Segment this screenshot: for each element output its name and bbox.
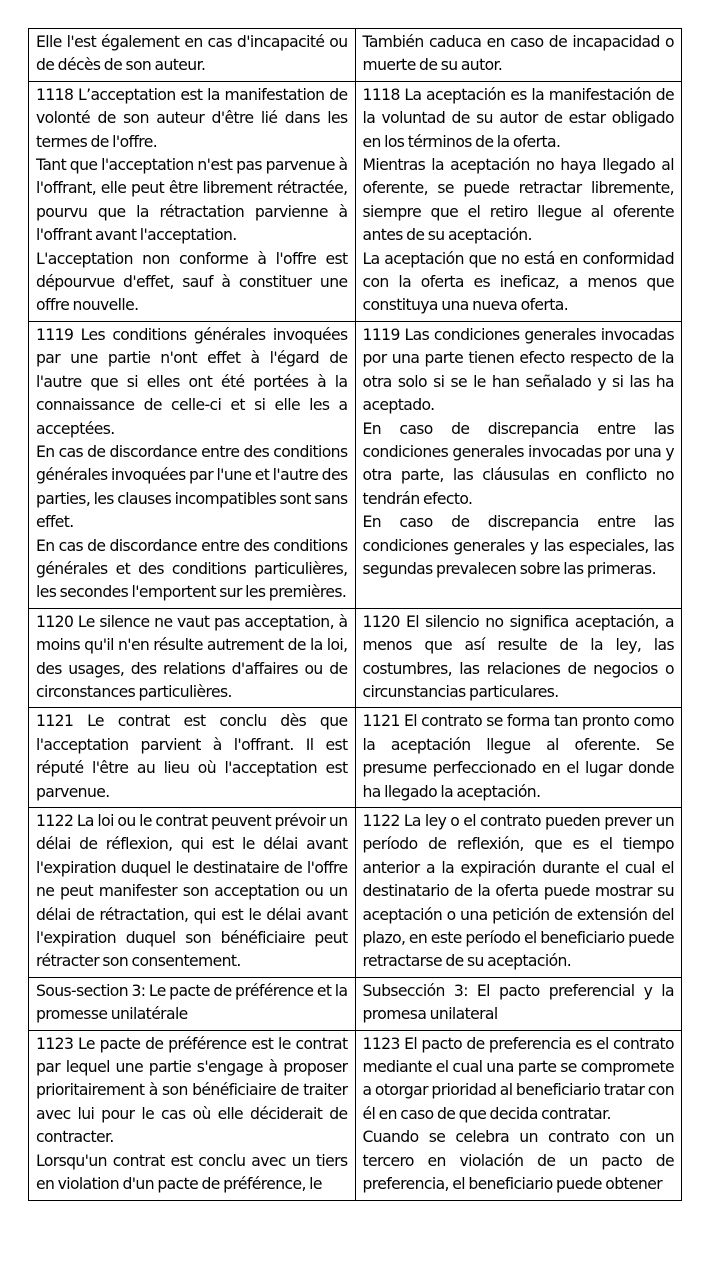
french-paragraph: En cas de discordance entre des conditions générales et des conditions particulières, les secondes l'emportent sur les premières.	[36, 536, 348, 602]
french-cell	[29, 708, 356, 808]
spanish-paragraph: 1122 La ley o el contrato pueden prever un período de reflexión, que es el tiempo anterior a la expiración durante el cual el destinatario de la oferta puede mostrar su aceptación o una petición de extensión del plazo, en este período el beneficiario puede retractarse de su aceptación.	[362, 812, 674, 971]
spanish-paragraph: 1118 La aceptación es la manifestación de la voluntad de su autor de estar obligado en los términos de la oferta.	[362, 85, 674, 151]
spanish-paragraph: 1119 Las condiciones generales invocadas por una parte tienen efecto respecto de la otra solo si se le han señalado y si las ha aceptado.	[362, 325, 674, 415]
spanish-paragraph: En caso de discrepancia entre las condiciones generales invocadas por una y otra parte, las cláusulas en conflicto no tendrán efecto.	[362, 419, 674, 508]
french-cell	[29, 81, 356, 321]
spanish-cell	[355, 977, 682, 1030]
french-paragraph: 1120 Le silence ne vaut pas acceptation, à moins qu'il n'en résulte autrement de la loi, des usages, des relations d'affaires ou de circonstances particulières.	[36, 612, 348, 701]
french-paragraph: 1119 Les conditions générales invoquées par une partie n'ont effet à l'égard de l'autre que si elles ont été portées à la connaissance de celle-ci et si elle les a acceptées.	[36, 325, 348, 438]
spanish-paragraph: 1121 El contrato se forma tan pronto como la aceptación llegue al oferente. Se presume perfeccionado en el lugar donde ha llegado la aceptación.	[362, 712, 674, 801]
french-paragraph: 1121 Le contrat est conclu dès que l'acceptation parvient à l'offrant. Il est réputé l'être au lieu où l'acceptation est parvenue.	[36, 712, 348, 801]
spanish-cell	[355, 1030, 682, 1200]
spanish-paragraph: 1123 El pacto de preferencia es el contrato mediante el cual una parte se compromete a otorgar prioridad al beneficiario tratar con él en caso de que decida contratar.	[362, 1034, 674, 1123]
french-cell	[29, 608, 356, 708]
french-paragraph: L'acceptation non conforme à l'offre est dépourvue d'effet, sauf à constituer une offre nouvelle.	[36, 249, 348, 315]
french-paragraph: 1118 L’acceptation est la manifestation de volonté de son auteur d'être lié dans les termes de l'offre.	[36, 85, 348, 151]
french-paragraph: 1123 Le pacte de préférence est le contrat par lequel une partie s'engage à proposer prioritairement à son bénéficiaire de traiter avec lui pour le cas où elle déciderait de contracter.	[36, 1034, 348, 1147]
table-row	[29, 321, 682, 608]
spanish-cell	[355, 808, 682, 978]
table-row	[29, 808, 682, 978]
table-row	[29, 1030, 682, 1200]
french-cell	[29, 808, 356, 978]
table-row	[29, 29, 682, 82]
spanish-cell	[355, 81, 682, 321]
spanish-paragraph: En caso de discrepancia entre las condiciones generales y las especiales, las segundas prevalecen sobre las primeras.	[362, 513, 674, 578]
table-row	[29, 81, 682, 321]
spanish-subsection-heading: Subsección 3: El pacto preferencial y la promesa unilateral	[362, 981, 674, 1024]
spanish-paragraph: Cuando se celebra un contrato con un tercero en violación de un pacto de preferencia, el beneficiario puede obtener	[362, 1128, 674, 1194]
french-paragraph: Lorsqu'un contrat est conclu avec un tiers en violation d'un pacte de préférence, le	[36, 1151, 348, 1194]
french-cell	[29, 977, 356, 1030]
spanish-paragraph: 1120 El silencio no significa aceptación, a menos que así resulte de la ley, las costumbres, las relaciones de negocios o circunstancias particulares.	[362, 612, 674, 701]
spanish-cell	[355, 321, 682, 608]
spanish-paragraph: También caduca en caso de incapacidad o muerte de su autor.	[362, 33, 674, 75]
spanish-paragraph: Mientras la aceptación no haya llegado al oferente, se puede retractar libremente, siempre que el retiro llegue al oferente antes de su aceptación.	[362, 156, 674, 245]
french-cell	[29, 29, 356, 82]
french-paragraph: Elle l'est également en cas d'incapacité ou de décès de son auteur.	[36, 33, 348, 75]
french-cell	[29, 1030, 356, 1200]
bilingual-table	[28, 28, 682, 1201]
french-cell	[29, 321, 356, 608]
table-row	[29, 708, 682, 808]
table-row	[29, 977, 682, 1030]
french-subsection-heading: Sous-section 3: Le pacte de préférence et la promesse unilatérale	[36, 981, 348, 1024]
french-paragraph: 1122 La loi ou le contrat peuvent prévoir un délai de réflexion, qui est le délai avant l'expiration duquel le destinataire de l'offre ne peut manifester son acceptation ou un délai de rétractation, qui est le délai avant l'expiration duquel son bénéficiaire peut rétracter son consentement.	[36, 812, 348, 971]
spanish-paragraph: La aceptación que no está en conformidad con la oferta es ineficaz, a menos que constituya una nueva oferta.	[362, 249, 674, 315]
table-row	[29, 608, 682, 708]
french-paragraph: Tant que l'acceptation n'est pas parvenue à l'offrant, elle peut être librement rétractée, pourvu que la rétractation parvienne à l'offrant avant l'acceptation.	[36, 156, 348, 245]
spanish-cell	[355, 708, 682, 808]
spanish-cell	[355, 608, 682, 708]
french-paragraph: En cas de discordance entre des conditions générales invoquées par l'une et l'autre des parties, les clauses incompatibles sont sans effet.	[36, 442, 348, 532]
spanish-cell	[355, 29, 682, 82]
